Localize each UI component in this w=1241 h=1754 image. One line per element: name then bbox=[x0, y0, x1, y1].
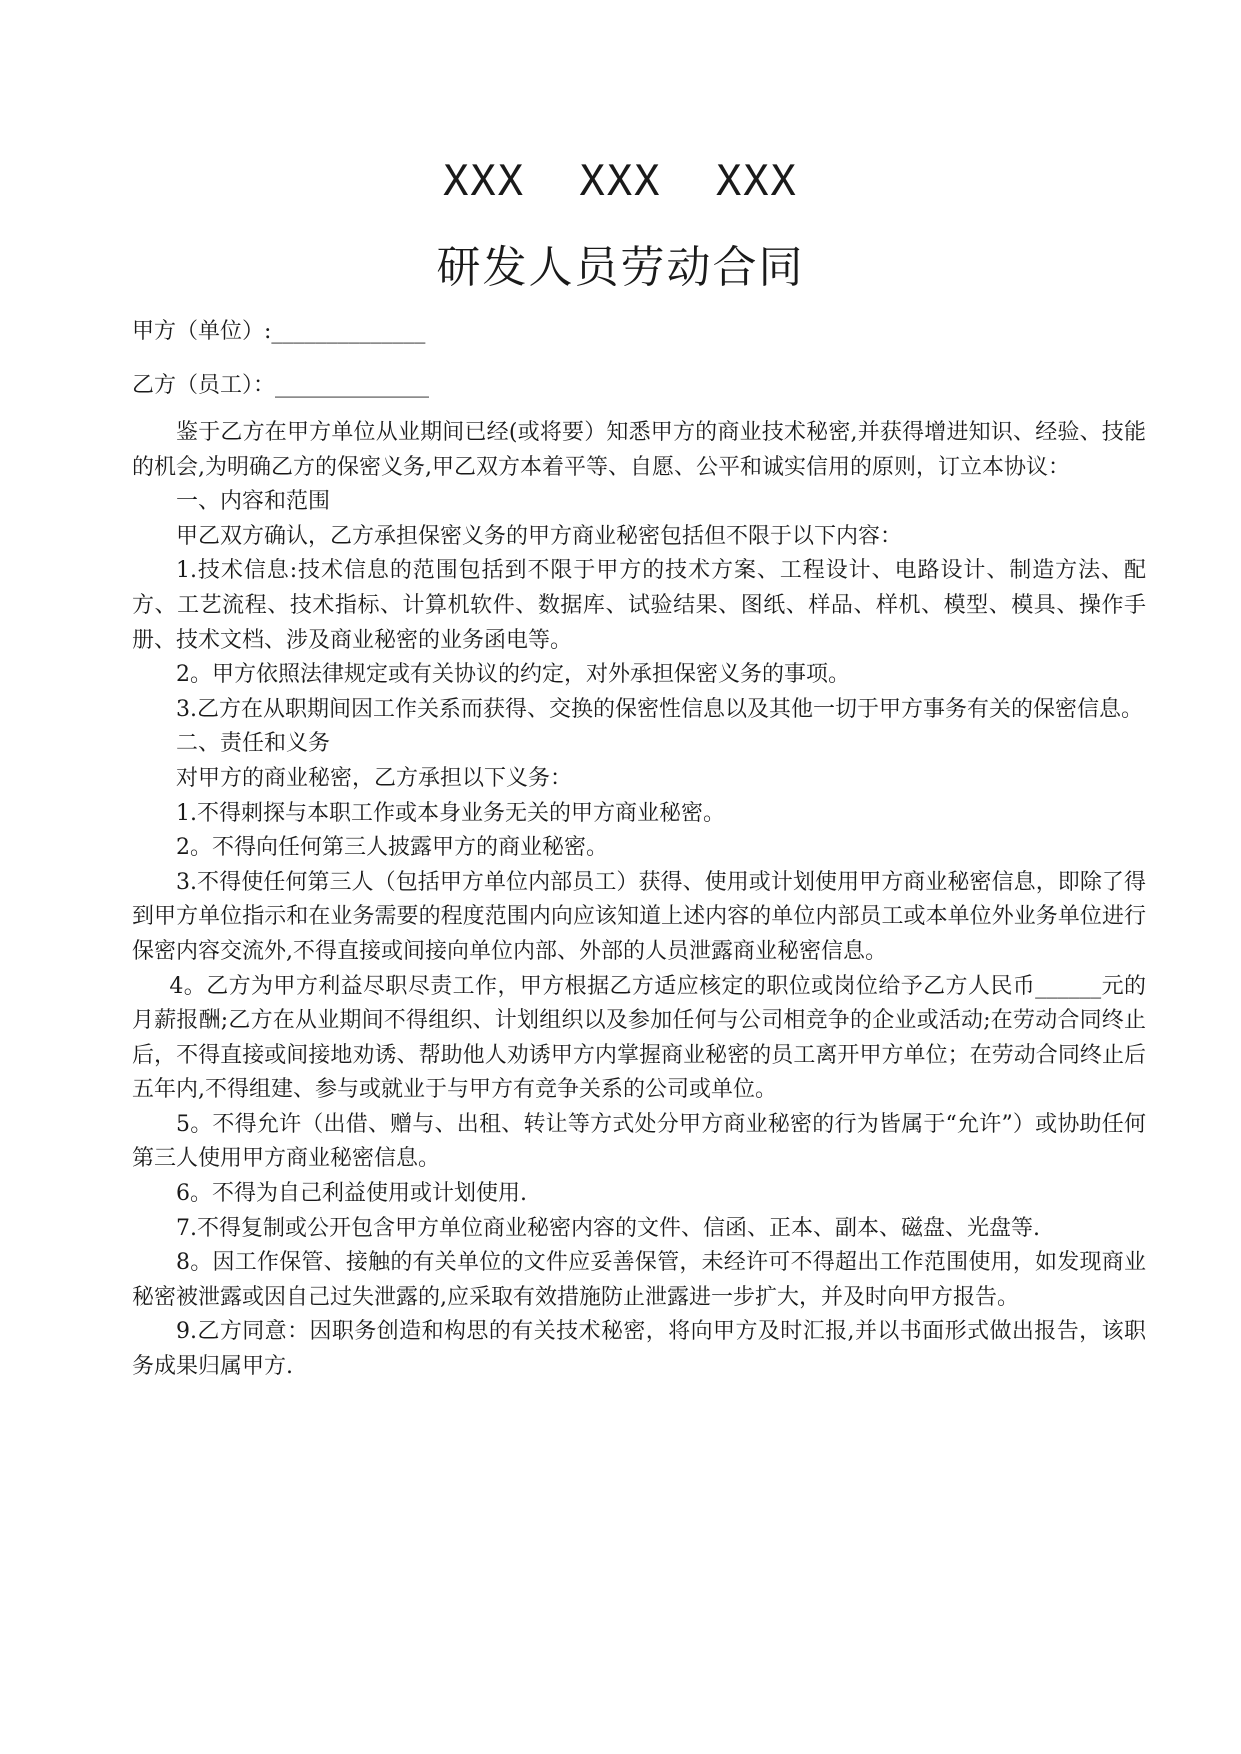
party-a-line: 甲方（单位）:______________ bbox=[132, 319, 426, 344]
duty-item-4: 4。乙方为甲方利益尽职尽责工作，甲方根据乙方适应核定的职位或岗位给予乙方人民币______元的月薪报酬;乙方在从业期间不得组织、计划组织以及参加任何与公司相竞争的企业或活动;在劳动合同终止后，不得直接或间接地劝诱、帮助他人劝诱甲方内掌握商业秘密的员工离开甲方单位；在劳动合同终止后五年内,不得组建、参与或就业于与甲方有竞争关系的公司或单位。 bbox=[132, 973, 1146, 1103]
scope-item-2: 2。甲方依照法律规定或有关协议的约定，对外承担保密义务的事项。 bbox=[176, 662, 850, 688]
duties-intro-paragraph: 对甲方的商业秘密，乙方承担以下义务： bbox=[176, 765, 573, 791]
scope-intro-paragraph: 甲乙双方确认，乙方承担保密义务的甲方商业秘密包括但不限于以下内容： bbox=[176, 523, 903, 549]
document-header-code: XXX XXX XXX bbox=[443, 156, 798, 205]
duty-item-1: 1.不得刺探与本职工作或本身业务无关的甲方商业秘密。 bbox=[176, 800, 725, 826]
scope-item-3: 3.乙方在从职期间因工作关系而获得、交换的保密性信息以及其他一切于甲方事务有关的保密信息。 bbox=[176, 696, 1143, 722]
preamble-paragraph: 鉴于乙方在甲方单位从业期间已经(或将要）知悉甲方的商业技术秘密,并获得增进知识、经验、技能的机会,为明确乙方的保密义务,甲乙双方本着平等、自愿、公平和诚实信用的原则，订立本协议： bbox=[132, 420, 1146, 480]
duty-item-3: 3.不得使任何第三人（包括甲方单位内部员工）获得、使用或计划使用甲方商业秘密信息，即除了得到甲方单位指示和在业务需要的程度范围内向应该知道上述内容的单位内部员工或本单位外业务单位进行保密内容交流外,不得直接或间接向单位内部、外部的人员泄露商业秘密信息。 bbox=[132, 869, 1146, 964]
duty-item-2: 2。不得向任何第三人披露甲方的商业秘密。 bbox=[176, 835, 608, 861]
document-title: 研发人员劳动合同 bbox=[436, 242, 805, 293]
duty-item-7: 7.不得复制或公开包含甲方单位商业秘密内容的文件、信函、正本、副本、磁盘、光盘等. bbox=[176, 1215, 1040, 1241]
section-heading-duties: 二、责任和义务 bbox=[176, 731, 331, 757]
contract-body bbox=[132, 416, 1146, 1385]
duty-item-6: 6。不得为自己利益使用或计划使用. bbox=[176, 1181, 527, 1207]
duty-item-9: 9.乙方同意：因职务创造和构思的有关技术秘密，将向甲方及时汇报,并以书面形式做出报告，该职务成果归属甲方. bbox=[132, 1319, 1146, 1380]
section-heading-content-scope: 一、内容和范围 bbox=[176, 489, 331, 515]
party-b-line: 乙方（员工）：______________ bbox=[132, 373, 430, 398]
duty-item-8: 8。因工作保管、接触的有关单位的文件应妥善保管，未经许可不得超出工作范围使用，如发现商业秘密被泄露或因自己过失泄露的,应采取有效措施防止泄露进一步扩大，并及时向甲方报告。 bbox=[132, 1250, 1146, 1310]
scope-item-1: 1.技术信息:技术信息的范围包括到不限于甲方的技术方案、工程设计、电路设计、制造方法、配方、工艺流程、技术指标、计算机软件、数据库、试验结果、图纸、样品、样机、模型、模具、操作手册、技术文档、涉及商业秘密的业务函电等。 bbox=[132, 558, 1146, 653]
duty-item-5: 5。不得允许（出借、赠与、出租、转让等方式处分甲方商业秘密的行为皆属于“允许”）或协助任何第三人使用甲方商业秘密信息。 bbox=[132, 1111, 1146, 1172]
